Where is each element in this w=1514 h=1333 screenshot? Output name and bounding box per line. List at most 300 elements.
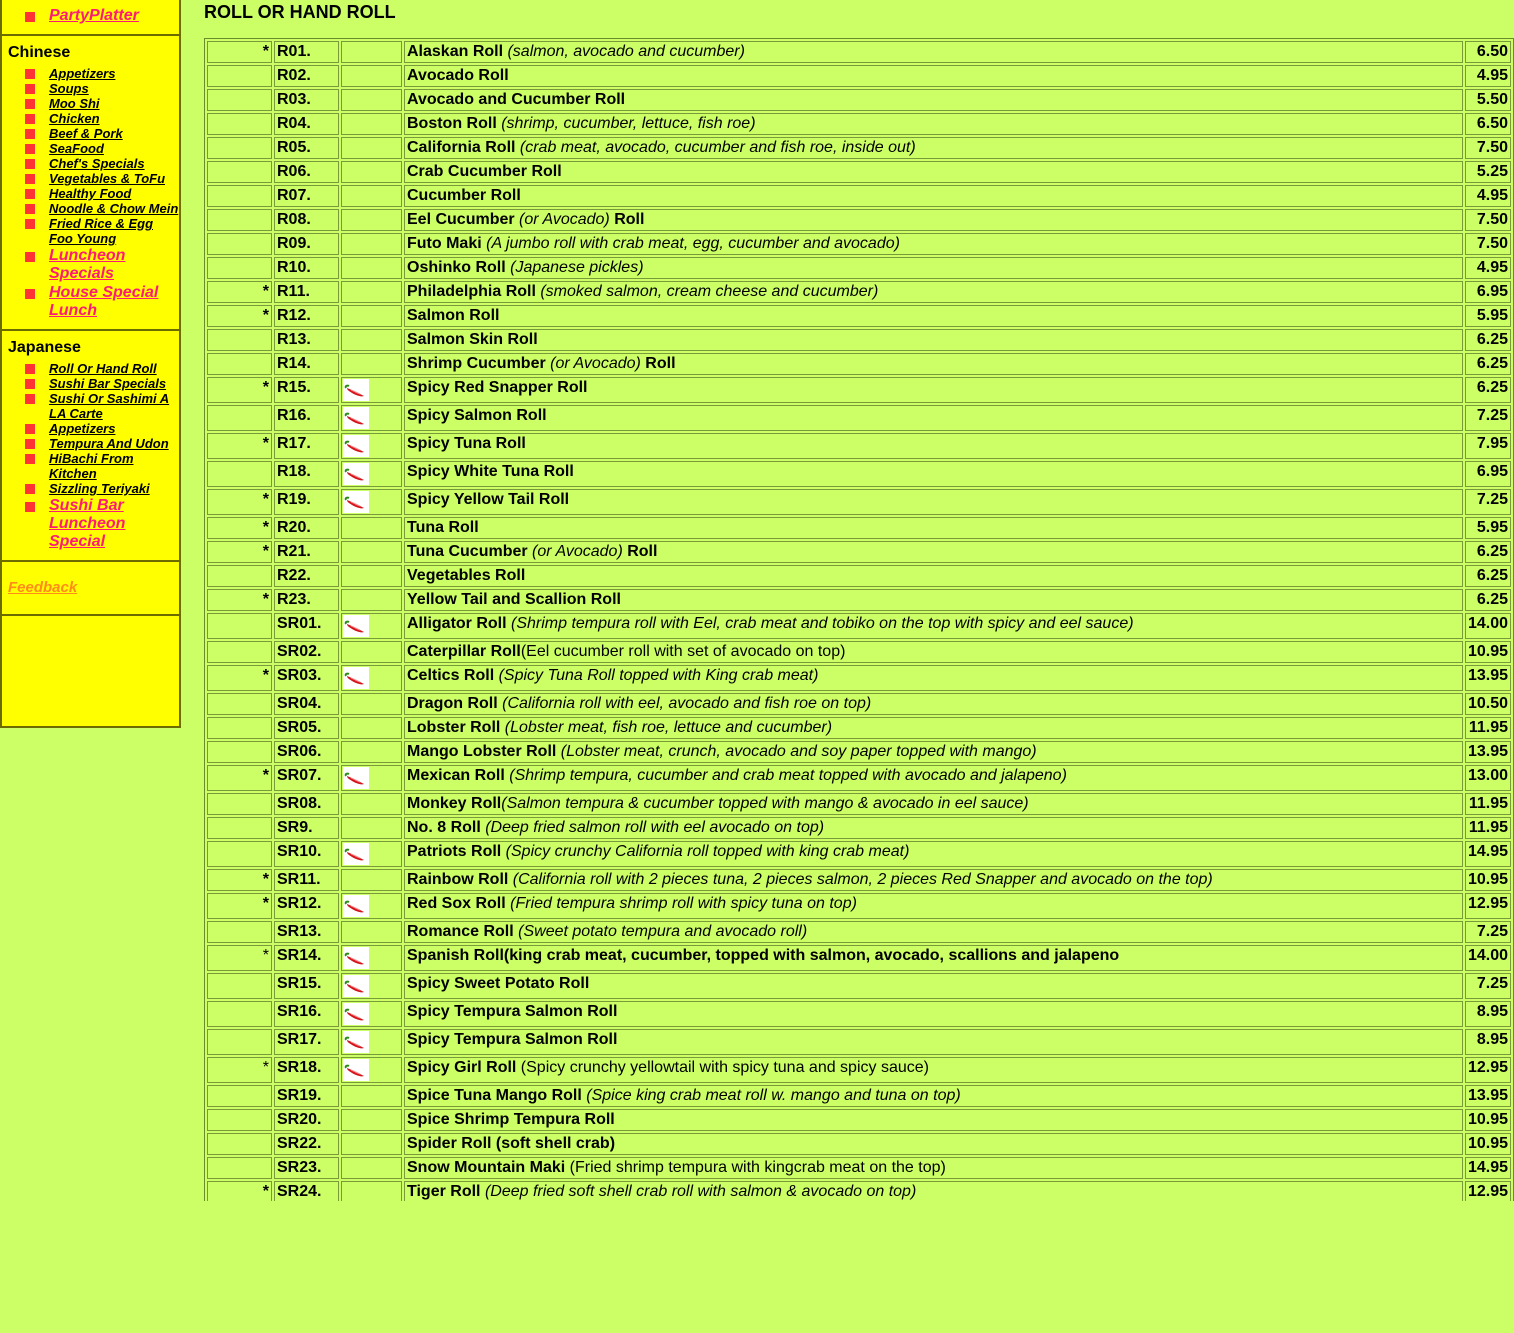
menu-row <box>207 257 1511 279</box>
sidebar-link-moo-shi[interactable]: Moo Shi <box>49 96 100 111</box>
item-description <box>404 1085 1463 1107</box>
sidebar-link-healthy-food[interactable]: Healthy Food <box>49 186 132 201</box>
sidebar-header-japanese: Japanese <box>8 339 81 356</box>
favorite-star <box>207 841 272 867</box>
menu-row <box>207 665 1511 691</box>
item-name: Red Sox Roll <box>407 895 506 912</box>
item-details: (Spicy Tuna Roll topped with King crab meat) <box>494 667 819 684</box>
item-code: SR14. <box>274 945 339 971</box>
item-price: 14.95 <box>1465 841 1511 867</box>
item-price: 10.95 <box>1465 641 1511 663</box>
chili-pepper-icon <box>343 435 369 457</box>
spicy-indicator-cell <box>341 1181 402 1201</box>
item-code: SR9. <box>274 817 339 839</box>
spicy-indicator-cell <box>341 517 402 539</box>
sidebar-link-sushi-bar-specials[interactable]: Sushi Bar Specials <box>49 376 167 391</box>
item-name: Tuna Roll <box>407 519 479 536</box>
item-code: R07. <box>274 185 339 207</box>
item-description <box>404 973 1463 999</box>
sidebar-item-noodle-chow-mein[interactable] <box>8 201 179 216</box>
item-name: Salmon Roll <box>407 307 500 324</box>
item-price: 7.50 <box>1465 209 1511 231</box>
spicy-indicator-cell <box>341 329 402 351</box>
menu-row <box>207 541 1511 563</box>
sidebar-link-fried-rice-egg-foo-young[interactable]: Fried Rice & Egg Foo Young <box>49 216 154 246</box>
favorite-star <box>207 1109 272 1131</box>
menu-row <box>207 461 1511 487</box>
item-code: SR11. <box>274 869 339 891</box>
sidebar-item-house-special-lunch[interactable] <box>8 284 179 320</box>
item-details: (or Avocado) <box>514 211 615 228</box>
favorite-star: * <box>207 665 272 691</box>
sidebar-link-appetizers[interactable]: Appetizers <box>49 66 116 81</box>
favorite-star <box>207 921 272 943</box>
item-details: (Deep fried soft shell crab roll with salmon & avocado on top) <box>480 1183 917 1200</box>
bullet-icon <box>25 144 35 154</box>
item-name: Tuna Cucumber <box>407 543 528 560</box>
item-name: Crab Cucumber Roll <box>407 163 562 180</box>
sidebar-item-appetizers[interactable] <box>8 421 179 436</box>
menu-row <box>207 41 1511 63</box>
sidebar-list-japanese <box>8 361 179 551</box>
item-price: 8.95 <box>1465 1029 1511 1055</box>
favorite-star <box>207 613 272 639</box>
menu-row <box>207 793 1511 815</box>
item-details: (Salmon tempura & cucumber topped with mango & avocado in eel sauce) <box>501 795 1029 812</box>
item-details: (Spicy crunchy yellowtail with spicy tuna and spicy sauce) <box>516 1059 929 1076</box>
item-code: SR05. <box>274 717 339 739</box>
menu-row <box>207 233 1511 255</box>
menu-table <box>204 38 1514 1201</box>
favorite-star <box>207 565 272 587</box>
spicy-indicator-cell <box>341 641 402 663</box>
favorite-star <box>207 161 272 183</box>
item-description <box>404 65 1463 87</box>
item-details: (shrimp, cucumber, lettuce, fish roe) <box>496 115 756 132</box>
item-description <box>404 613 1463 639</box>
item-code: SR08. <box>274 793 339 815</box>
item-price: 4.95 <box>1465 185 1511 207</box>
menu-row <box>207 613 1511 639</box>
menu-row <box>207 281 1511 303</box>
spicy-indicator-cell <box>341 185 402 207</box>
chili-pepper-icon <box>343 491 369 513</box>
item-name: Spicy White Tuna Roll <box>407 463 574 480</box>
sidebar-link-sushi-bar-luncheon-special[interactable]: Sushi Bar Luncheon Special <box>49 497 126 550</box>
item-name: California Roll <box>407 139 516 156</box>
sidebar-item-appetizers[interactable] <box>8 66 179 81</box>
spicy-indicator-cell <box>341 973 402 999</box>
item-description <box>404 281 1463 303</box>
item-price: 13.95 <box>1465 665 1511 691</box>
item-description <box>404 693 1463 715</box>
item-price: 11.95 <box>1465 793 1511 815</box>
item-description <box>404 233 1463 255</box>
bullet-icon <box>25 219 35 229</box>
item-description <box>404 589 1463 611</box>
item-price: 6.50 <box>1465 41 1511 63</box>
spicy-indicator-cell <box>341 281 402 303</box>
item-details: (crab meat, avocado, cucumber and fish roe, inside out) <box>515 139 916 156</box>
favorite-star <box>207 233 272 255</box>
item-price: 10.95 <box>1465 1109 1511 1131</box>
item-description <box>404 1001 1463 1027</box>
spicy-indicator-cell <box>341 665 402 691</box>
spicy-indicator-cell <box>341 353 402 375</box>
item-details: (Lobster meat, crunch, avocado and soy paper topped with mango) <box>556 743 1037 760</box>
item-description <box>404 461 1463 487</box>
favorite-star <box>207 973 272 999</box>
item-code: R23. <box>274 589 339 611</box>
item-description <box>404 433 1463 459</box>
sidebar-item-tempura-and-udon[interactable] <box>8 436 179 451</box>
item-name: Caterpillar Roll <box>407 643 521 660</box>
item-price: 7.95 <box>1465 433 1511 459</box>
item-code: SR18. <box>274 1057 339 1083</box>
favorite-star <box>207 65 272 87</box>
sidebar-header-chinese: Chinese <box>8 44 71 61</box>
item-price: 6.25 <box>1465 541 1511 563</box>
favorite-star: * <box>207 41 272 63</box>
item-name: Vegetables Roll <box>407 567 526 584</box>
menu-row <box>207 741 1511 763</box>
bullet-icon <box>25 99 35 109</box>
item-description <box>404 89 1463 111</box>
item-name: Spice Shrimp Tempura Roll <box>407 1111 615 1128</box>
item-price: 10.95 <box>1465 1133 1511 1155</box>
menu-row <box>207 405 1511 431</box>
item-details: (Japanese pickles) <box>505 259 644 276</box>
item-price: 13.95 <box>1465 741 1511 763</box>
bullet-icon <box>25 439 35 449</box>
sidebar-link-appetizers[interactable]: Appetizers <box>49 421 116 436</box>
sidebar-item-chicken[interactable] <box>8 111 179 126</box>
item-description <box>404 1109 1463 1131</box>
item-code: R09. <box>274 233 339 255</box>
sidebar-link-chef-s-specials[interactable]: Chef's Specials <box>49 156 145 171</box>
item-name: Spicy Tempura Salmon Roll <box>407 1003 618 1020</box>
spicy-indicator-cell <box>341 765 402 791</box>
sidebar-item-sushi-bar-luncheon-special[interactable] <box>8 497 179 551</box>
item-details: (Shrimp tempura, cucumber and crab meat topped with avocado and jalapeno) <box>504 767 1067 784</box>
favorite-star <box>207 405 272 431</box>
item-name: Spider Roll (soft shell crab) <box>407 1135 616 1152</box>
item-description <box>404 161 1463 183</box>
item-code: R04. <box>274 113 339 135</box>
menu-row <box>207 973 1511 999</box>
spicy-indicator-cell <box>341 921 402 943</box>
item-details: (Sweet potato tempura and avocado roll) <box>513 923 808 940</box>
menu-row <box>207 869 1511 891</box>
item-code: SR12. <box>274 893 339 919</box>
sidebar-link-sizzling-teriyaki[interactable]: Sizzling Teriyaki <box>49 481 150 496</box>
item-price: 11.95 <box>1465 817 1511 839</box>
item-name: Alaskan Roll <box>407 43 504 60</box>
sidebar-item-sushi-or-sashimi-a-la-carte[interactable] <box>8 391 179 421</box>
sidebar-link-tempura-and-udon[interactable]: Tempura And Udon <box>49 436 169 451</box>
item-name: Roll <box>614 211 645 228</box>
item-name: Spice Tuna Mango Roll <box>407 1087 582 1104</box>
bullet-icon <box>25 174 35 184</box>
spicy-indicator-cell <box>341 41 402 63</box>
sidebar-link-seafood[interactable]: SeaFood <box>49 141 104 156</box>
sidebar-link-roll-or-hand-roll[interactable]: Roll Or Hand Roll <box>49 361 157 376</box>
sidebar-item-soups[interactable] <box>8 81 179 96</box>
item-price: 14.95 <box>1465 1157 1511 1179</box>
feedback-link[interactable]: Feedback <box>8 579 78 596</box>
sidebar-item-seafood[interactable] <box>8 141 179 156</box>
item-name: Spicy Tempura Salmon Roll <box>407 1031 618 1048</box>
item-description <box>404 1133 1463 1155</box>
sidebar-link-luncheon-specials[interactable]: Luncheon Specials <box>49 247 126 282</box>
sidebar-item-moo-shi[interactable] <box>8 96 179 111</box>
sidebar-link-vegetables-tofu[interactable]: Vegetables & ToFu <box>49 171 166 186</box>
item-price: 4.95 <box>1465 65 1511 87</box>
item-description <box>404 893 1463 919</box>
item-name: Spanish Roll(king crab meat, cucumber, topped with salmon, avocado, scallions and jalapeno <box>407 947 1120 964</box>
menu-row <box>207 1109 1511 1131</box>
item-details: (Fried shrimp tempura with kingcrab meat on the top) <box>565 1159 946 1176</box>
favorite-star <box>207 89 272 111</box>
sidebar-item-chef-s-specials[interactable] <box>8 156 179 171</box>
sidebar-item-vegetables-tofu[interactable] <box>8 171 179 186</box>
menu-row <box>207 841 1511 867</box>
item-code: R22. <box>274 565 339 587</box>
item-price: 6.95 <box>1465 281 1511 303</box>
sidebar-section-japanese <box>2 331 179 562</box>
spicy-indicator-cell <box>341 869 402 891</box>
favorite-star: * <box>207 1057 272 1083</box>
favorite-star <box>207 1157 272 1179</box>
chili-pepper-icon <box>343 947 369 969</box>
favorite-star: * <box>207 945 272 971</box>
sidebar-link-chicken[interactable]: Chicken <box>49 111 100 126</box>
item-description <box>404 869 1463 891</box>
favorite-star <box>207 257 272 279</box>
favorite-star: * <box>207 433 272 459</box>
item-code: SR06. <box>274 741 339 763</box>
favorite-star <box>207 817 272 839</box>
item-name: Spicy Tuna Roll <box>407 435 526 452</box>
item-name: Celtics Roll <box>407 667 495 684</box>
spicy-indicator-cell <box>341 305 402 327</box>
item-name: Boston Roll <box>407 115 497 132</box>
menu-row <box>207 1029 1511 1055</box>
item-details: (salmon, avocado and cucumber) <box>503 43 745 60</box>
item-details: (or Avocado) <box>545 355 646 372</box>
item-name: Shrimp Cucumber <box>407 355 546 372</box>
item-description <box>404 353 1463 375</box>
item-code: R16. <box>274 405 339 431</box>
menu-row <box>207 209 1511 231</box>
chili-pepper-icon <box>343 975 369 997</box>
item-name: Alligator Roll <box>407 615 507 632</box>
menu-row <box>207 489 1511 515</box>
item-description <box>404 1057 1463 1083</box>
item-details: (Eel cucumber roll with set of avocado on top) <box>520 643 846 660</box>
item-code: SR23. <box>274 1157 339 1179</box>
sidebar-item-fried-rice-egg-foo-young[interactable] <box>8 216 179 246</box>
item-name: Yellow Tail and Scallion Roll <box>407 591 621 608</box>
bullet-icon <box>25 394 35 404</box>
bullet-icon <box>25 364 35 374</box>
item-details: (California roll with 2 pieces tuna, 2 pieces salmon, 2 pieces Red Snapper and avocado on the top) <box>508 871 1213 888</box>
item-description <box>404 185 1463 207</box>
menu-row <box>207 353 1511 375</box>
sidebar-link-beef-pork[interactable]: Beef & Pork <box>49 126 123 141</box>
bullet-icon <box>25 252 35 262</box>
item-name: Cucumber Roll <box>407 187 521 204</box>
menu-row <box>207 433 1511 459</box>
item-description <box>404 565 1463 587</box>
spicy-indicator-cell <box>341 257 402 279</box>
item-price: 4.95 <box>1465 257 1511 279</box>
item-name: Tiger Roll <box>407 1183 481 1200</box>
menu-scroll-area <box>204 38 1514 1201</box>
bullet-icon <box>25 114 35 124</box>
item-code: R20. <box>274 517 339 539</box>
item-details: (Deep fried salmon roll with eel avocado on top) <box>480 819 825 836</box>
item-description <box>404 329 1463 351</box>
spicy-indicator-cell <box>341 89 402 111</box>
bullet-icon <box>25 12 35 22</box>
item-code: R15. <box>274 377 339 403</box>
item-details: (Spicy crunchy California roll topped with king crab meat) <box>501 843 910 860</box>
item-description <box>404 741 1463 763</box>
menu-row <box>207 717 1511 739</box>
sidebar-item-beef-pork[interactable] <box>8 126 179 141</box>
item-price: 12.95 <box>1465 1181 1511 1201</box>
bullet-icon <box>25 189 35 199</box>
item-description <box>404 257 1463 279</box>
item-description <box>404 305 1463 327</box>
chili-pepper-icon <box>343 379 369 401</box>
item-name: No. 8 Roll <box>407 819 481 836</box>
item-price: 12.95 <box>1465 1057 1511 1083</box>
sidebar-list-chinese <box>8 66 179 320</box>
menu-row <box>207 1133 1511 1155</box>
sidebar-section-top <box>2 0 179 36</box>
item-description <box>404 817 1463 839</box>
item-description <box>404 717 1463 739</box>
sidebar-section-feedback <box>2 562 179 616</box>
item-name: Rainbow Roll <box>407 871 509 888</box>
item-description <box>404 921 1463 943</box>
sidebar-link-partyplatter[interactable]: PartyPlatter <box>49 7 139 24</box>
item-price: 5.25 <box>1465 161 1511 183</box>
item-name: Spicy Girl Roll <box>407 1059 517 1076</box>
item-details: (Lobster meat, fish roe, lettuce and cucumber) <box>500 719 833 736</box>
sidebar-item-sizzling-teriyaki[interactable] <box>8 481 179 496</box>
sidebar-link-soups[interactable]: Soups <box>49 81 89 96</box>
menu-row <box>207 137 1511 159</box>
menu-row <box>207 65 1511 87</box>
favorite-star: * <box>207 517 272 539</box>
spicy-indicator-cell <box>341 1133 402 1155</box>
spicy-indicator-cell <box>341 717 402 739</box>
item-price: 6.25 <box>1465 353 1511 375</box>
menu-row <box>207 565 1511 587</box>
item-code: R21. <box>274 541 339 563</box>
sidebar-link-noodle-chow-mein[interactable]: Noodle & Chow Mein <box>49 201 179 216</box>
item-code: SR20. <box>274 1109 339 1131</box>
sidebar-item-roll-or-hand-roll[interactable] <box>8 361 179 376</box>
item-description <box>404 1029 1463 1055</box>
favorite-star: * <box>207 541 272 563</box>
spicy-indicator-cell <box>341 945 402 971</box>
spicy-indicator-cell <box>341 841 402 867</box>
item-code: R05. <box>274 137 339 159</box>
bullet-icon <box>25 129 35 139</box>
item-price: 13.00 <box>1465 765 1511 791</box>
spicy-indicator-cell <box>341 137 402 159</box>
sidebar-item-hibachi-from-kitchen[interactable] <box>8 451 179 481</box>
item-name: Spicy Sweet Potato Roll <box>407 975 590 992</box>
item-name: Eel Cucumber <box>407 211 515 228</box>
item-price: 7.25 <box>1465 973 1511 999</box>
menu-row <box>207 817 1511 839</box>
spicy-indicator-cell <box>341 613 402 639</box>
chili-pepper-icon <box>343 843 369 865</box>
item-code: R06. <box>274 161 339 183</box>
favorite-star <box>207 1133 272 1155</box>
item-code: SR13. <box>274 921 339 943</box>
chili-pepper-icon <box>343 1003 369 1025</box>
item-description <box>404 641 1463 663</box>
item-description <box>404 945 1463 971</box>
spicy-indicator-cell <box>341 65 402 87</box>
favorite-star <box>207 353 272 375</box>
item-code: R13. <box>274 329 339 351</box>
menu-row <box>207 305 1511 327</box>
favorite-star: * <box>207 589 272 611</box>
item-price: 7.25 <box>1465 489 1511 515</box>
chili-pepper-icon <box>343 667 369 689</box>
favorite-star <box>207 1085 272 1107</box>
sidebar-item-luncheon-specials[interactable] <box>8 247 179 283</box>
bullet-icon <box>25 204 35 214</box>
item-name: Roll <box>627 543 658 560</box>
item-name: Dragon Roll <box>407 695 498 712</box>
sidebar-item-sushi-bar-specials[interactable] <box>8 376 179 391</box>
sidebar-link-hibachi-from-kitchen[interactable]: HiBachi From Kitchen <box>49 451 134 481</box>
sidebar-item-healthy-food[interactable] <box>8 186 179 201</box>
spicy-indicator-cell <box>341 541 402 563</box>
item-details: (Fried tempura shrimp roll with spicy tuna on top) <box>505 895 857 912</box>
item-name: Philadelphia Roll <box>407 283 536 300</box>
menu-row <box>207 377 1511 403</box>
sidebar-link-sushi-or-sashimi-a-la-carte[interactable]: Sushi Or Sashimi A LA Carte <box>49 391 170 421</box>
menu-row <box>207 921 1511 943</box>
favorite-star <box>207 741 272 763</box>
sidebar-link-house-special-lunch[interactable]: House Special Lunch <box>49 284 159 319</box>
spicy-indicator-cell <box>341 565 402 587</box>
bullet-icon <box>25 502 35 512</box>
item-price: 14.00 <box>1465 613 1511 639</box>
item-code: SR17. <box>274 1029 339 1055</box>
item-price: 8.95 <box>1465 1001 1511 1027</box>
item-description <box>404 541 1463 563</box>
sidebar-item-partyplatter[interactable] <box>8 7 179 25</box>
item-description <box>404 137 1463 159</box>
spicy-indicator-cell <box>341 1157 402 1179</box>
bullet-icon <box>25 84 35 94</box>
menu-row <box>207 89 1511 111</box>
item-name: Oshinko Roll <box>407 259 506 276</box>
spicy-indicator-cell <box>341 405 402 431</box>
menu-row <box>207 185 1511 207</box>
item-price: 10.50 <box>1465 693 1511 715</box>
